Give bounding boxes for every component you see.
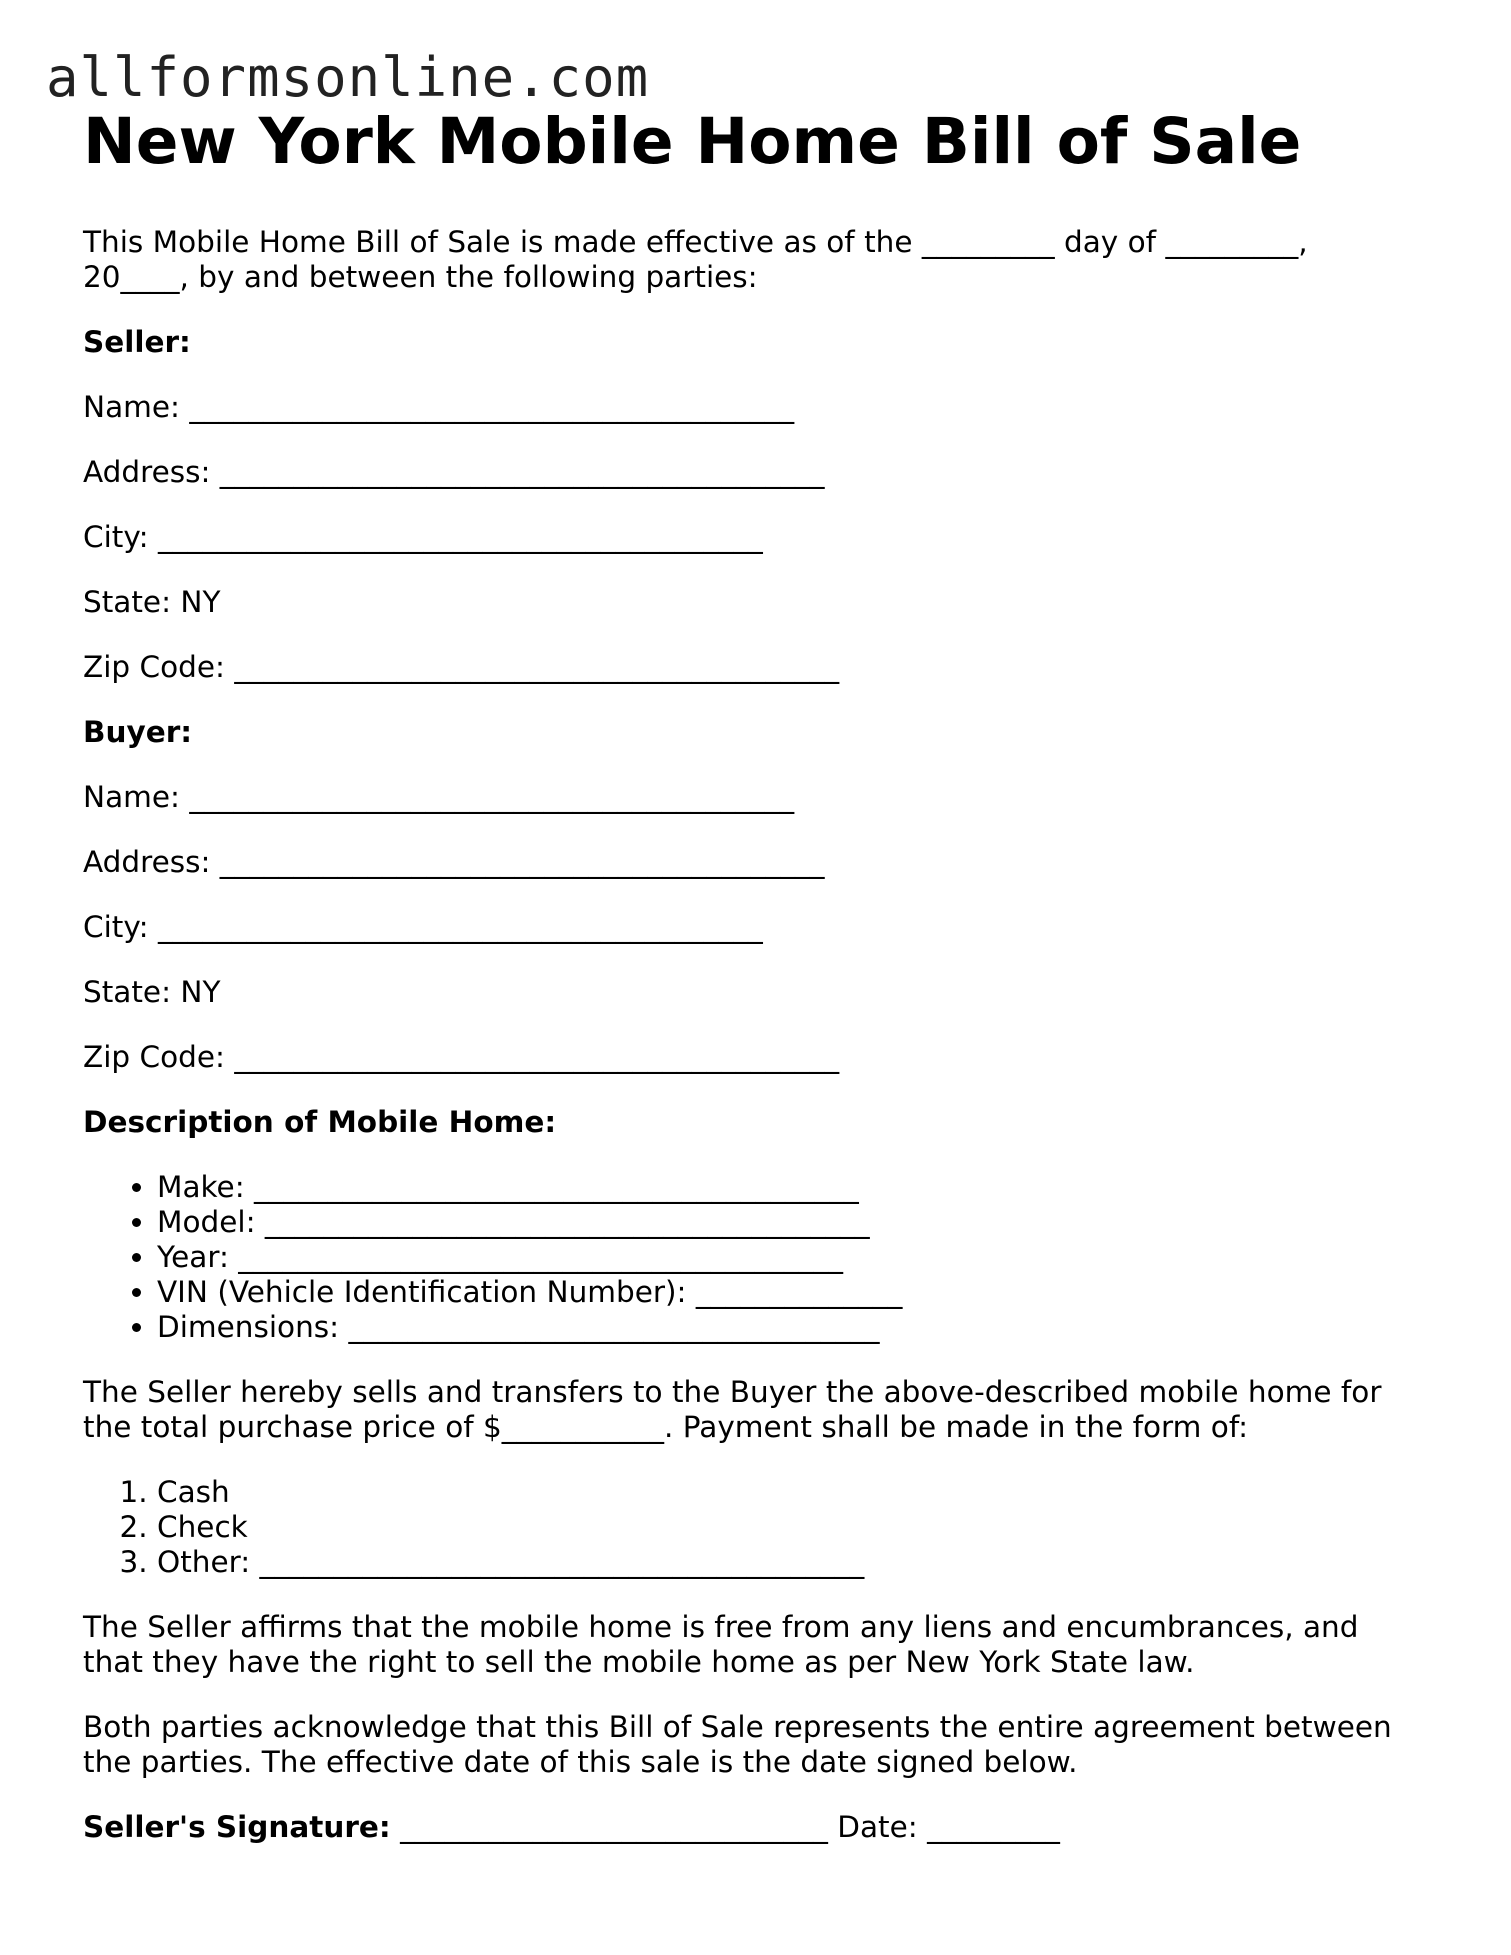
- buyer-state-value: State: NY: [83, 975, 221, 1009]
- payment-options-list: [83, 1475, 1423, 1580]
- seller-zip-field[interactable]: Zip Code: _________________________________________: [83, 650, 840, 684]
- description-list: [83, 1170, 1423, 1345]
- sale-line-1: The Seller hereby sells and transfers to the Buyer the above-described mobile home for: [83, 1375, 1382, 1409]
- payment-option-cash: 1. Cash: [157, 1475, 1423, 1510]
- intro-paragraph: [83, 225, 1423, 295]
- buyer-heading: Buyer:: [83, 715, 193, 749]
- ack-paragraph: [83, 1710, 1423, 1780]
- seller-signature-field[interactable]: _____________________________ Date: _________: [390, 1810, 1060, 1844]
- document-body: [83, 102, 1423, 1845]
- dimensions-field[interactable]: • Dimensions: ____________________________________: [157, 1310, 1423, 1345]
- description-heading: Description of Mobile Home:: [83, 1105, 557, 1139]
- intro-line-2: 20____, by and between the following parties:: [83, 260, 758, 294]
- ack-line-2: the parties. The effective date of this sale is the date signed below.: [83, 1745, 1078, 1779]
- seller-state-value: State: NY: [83, 585, 221, 619]
- seller-address-field[interactable]: Address: _________________________________________: [83, 455, 825, 489]
- buyer-address-field[interactable]: Address: _________________________________________: [83, 845, 825, 879]
- seller-city-field[interactable]: City: _________________________________________: [83, 520, 763, 554]
- intro-line-1: This Mobile Home Bill of Sale is made effective as of the _________ day of _________,: [83, 225, 1308, 259]
- seller-name-field[interactable]: Name: _________________________________________: [83, 390, 795, 424]
- payment-option-check: 2. Check: [157, 1510, 1423, 1545]
- seller-signature-row: [83, 1810, 1423, 1845]
- buyer-city-field[interactable]: City: _________________________________________: [83, 910, 763, 944]
- affirm-paragraph: [83, 1610, 1423, 1680]
- ack-line-1: Both parties acknowledge that this Bill of Sale represents the entire agreement between: [83, 1710, 1392, 1744]
- vin-field[interactable]: • VIN (Vehicle Identification Number): ______________: [157, 1275, 1423, 1310]
- seller-signature-label: Seller's Signature:: [83, 1810, 391, 1844]
- affirm-line-1: The Seller affirms that the mobile home is free from any liens and encumbrances, and: [83, 1610, 1359, 1644]
- payment-option-other[interactable]: 3. Other: _________________________________________: [157, 1545, 1423, 1580]
- year-field[interactable]: • Year: _________________________________________: [157, 1240, 1423, 1275]
- site-watermark: allformsonline.com: [46, 46, 650, 109]
- document-title: New York Mobile Home Bill of Sale: [83, 105, 1302, 178]
- sale-line-2[interactable]: the total purchase price of $___________. Payment shall be made in the form of:: [83, 1410, 1249, 1444]
- affirm-line-2: that they have the right to sell the mobile home as per New York State law.: [83, 1645, 1195, 1679]
- buyer-name-field[interactable]: Name: _________________________________________: [83, 780, 795, 814]
- make-field[interactable]: • Make: _________________________________________: [157, 1170, 1423, 1205]
- sale-paragraph: [83, 1375, 1423, 1445]
- buyer-zip-field[interactable]: Zip Code: _________________________________________: [83, 1040, 840, 1074]
- model-field[interactable]: • Model: _________________________________________: [157, 1205, 1423, 1240]
- seller-heading: Seller:: [83, 325, 191, 359]
